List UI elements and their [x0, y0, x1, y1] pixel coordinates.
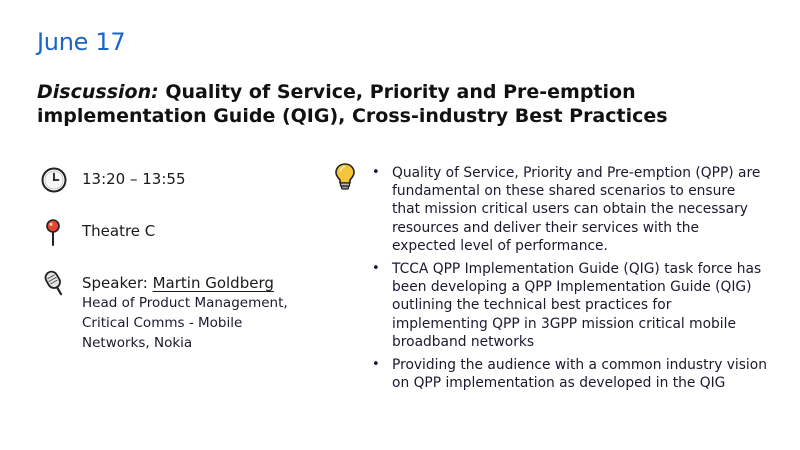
session-title	[37, 80, 777, 128]
clock-icon	[40, 166, 68, 194]
speaker-name-link[interactable]: Martin Goldberg	[152, 274, 274, 292]
speaker-role: Head of Product Management, Critical Comms - Mobile Networks, Nokia	[82, 295, 288, 351]
lightbulb-icon	[333, 162, 357, 192]
speaker-label: Speaker:	[82, 274, 148, 292]
title-text: Quality of Service, Priority and Pre-emption implementation Guide (QIG), Cross-industry Best Practices	[37, 81, 668, 127]
speaker-block	[82, 273, 312, 353]
title-lead: Discussion:	[37, 81, 159, 103]
pin-icon	[44, 218, 62, 248]
session-time: 13:20 – 13:55	[82, 170, 186, 188]
microphone-icon	[40, 268, 68, 300]
list-item: • Quality of Service, Priority and Pre-emption (QPP) are fundamental on these shared scenarios to ensure that mission critical users can obtain the necessary resources and deliver their services with the expected level of performance.	[372, 164, 767, 255]
session-location: Theatre C	[82, 222, 156, 240]
key-points-list	[372, 164, 767, 397]
list-item: • Providing the audience with a common industry vision on QPP implementation as developed in the QIG	[372, 356, 767, 392]
list-item: • TCCA QPP Implementation Guide (QIG) task force has been developing a QPP Implementation Guide (QIG) outlining the technical best practices for implementing QPP in 3GPP mission critical mobile broadband networks	[372, 260, 767, 351]
session-date: June 17	[37, 28, 126, 56]
